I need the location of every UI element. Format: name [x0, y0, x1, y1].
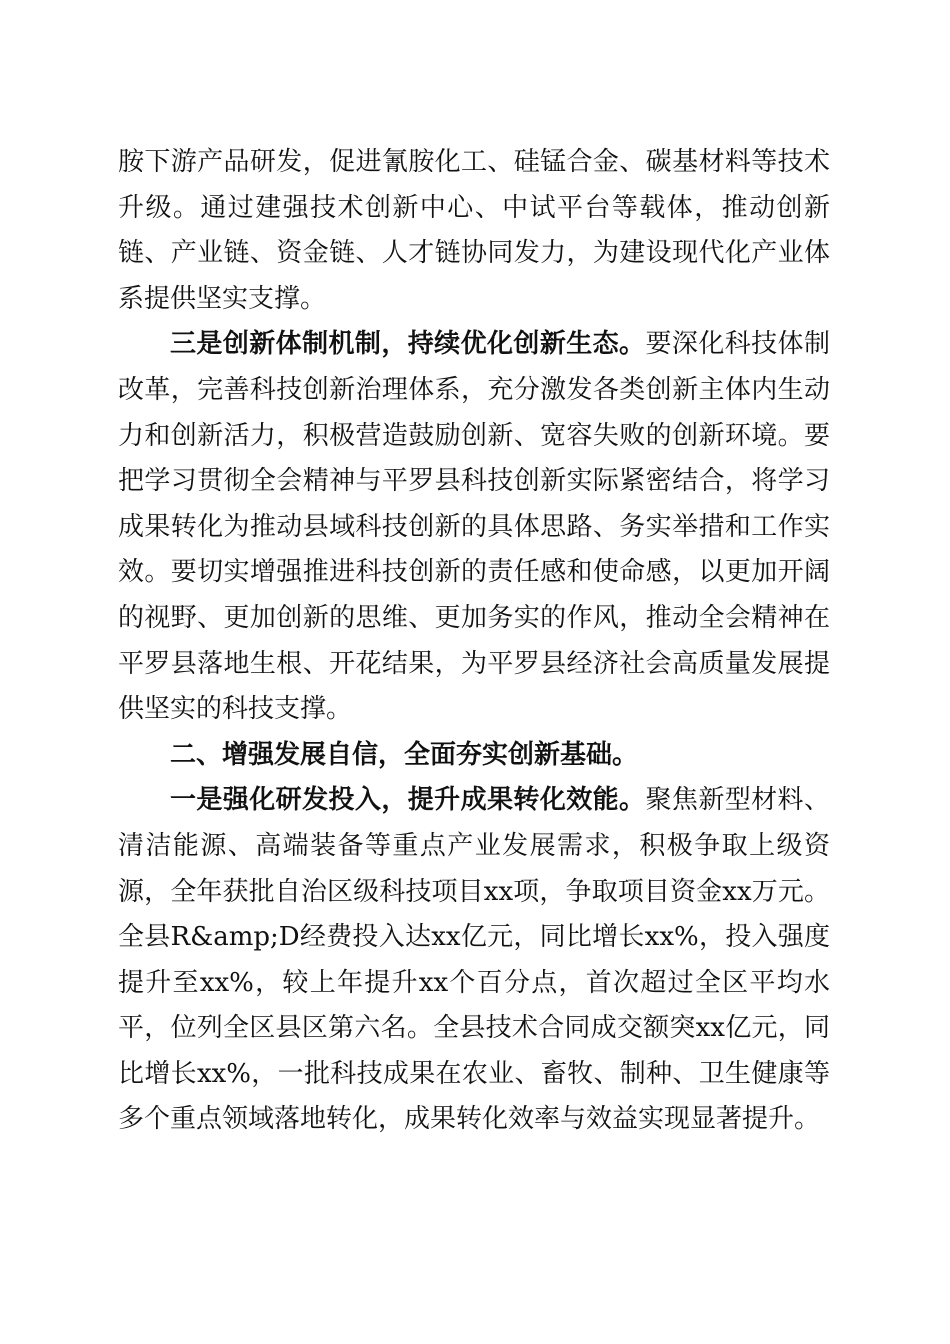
document-body: [118, 140, 830, 1143]
section-heading: 二、增强发展自信，全面夯实创新基础。: [170, 739, 639, 770]
paragraph-text: 聚焦新型材料、清洁能源、高端装备等重点产业发展需求，积极争取上级资源，全年获批自治区级科技项目xx项，争取项目资金xx万元。全县R&amp;D经费投入达xx亿元，同比增长xx%，投入强度提升至xx%，较上年提升xx个百分点，首次超过全区平均水平，位列全区县区第六名。全县技术合同成交额突xx亿元，同比增长xx%，一批科技成果在农业、畜牧、制种、卫生健康等多个重点领域落地转化，成果转化效率与效益实现显著提升。: [118, 785, 830, 1135]
paragraph-text: 要深化科技体制改革，完善科技创新治理体系，充分激发各类创新主体内生动力和创新活力，积极营造鼓励创新、宽容失败的创新环境。要把学习贯彻全会精神与平罗县科技创新实际紧密结合，将学习成果转化为推动县域科技创新的具体思路、务实举措和工作实效。要切实增强推进科技创新的责任感和使命感，以更加开阔的视野、更加创新的思维、更加务实的作风，推动全会精神在平罗县落地生根、开花结果，为平罗县经济社会高质量发展提供坚实的科技支撑。: [118, 329, 830, 725]
paragraph-continuation: [118, 140, 830, 322]
paragraph-innovation-mechanism: [118, 322, 830, 732]
paragraph-lead: 三是创新体制机制，持续优化创新生态。: [170, 329, 646, 360]
paragraph-text: 胺下游产品研发，促进氰胺化工、硅锰合金、碳基材料等技术升级。通过建强技术创新中心、中试平台等载体，推动创新链、产业链、资金链、人才链协同发力，为建设现代化产业体系提供坚实支撑。: [118, 147, 830, 314]
paragraph-rd-investment: [118, 778, 830, 1143]
paragraph-lead: 一是强化研发投入，提升成果转化效能。: [170, 785, 646, 816]
